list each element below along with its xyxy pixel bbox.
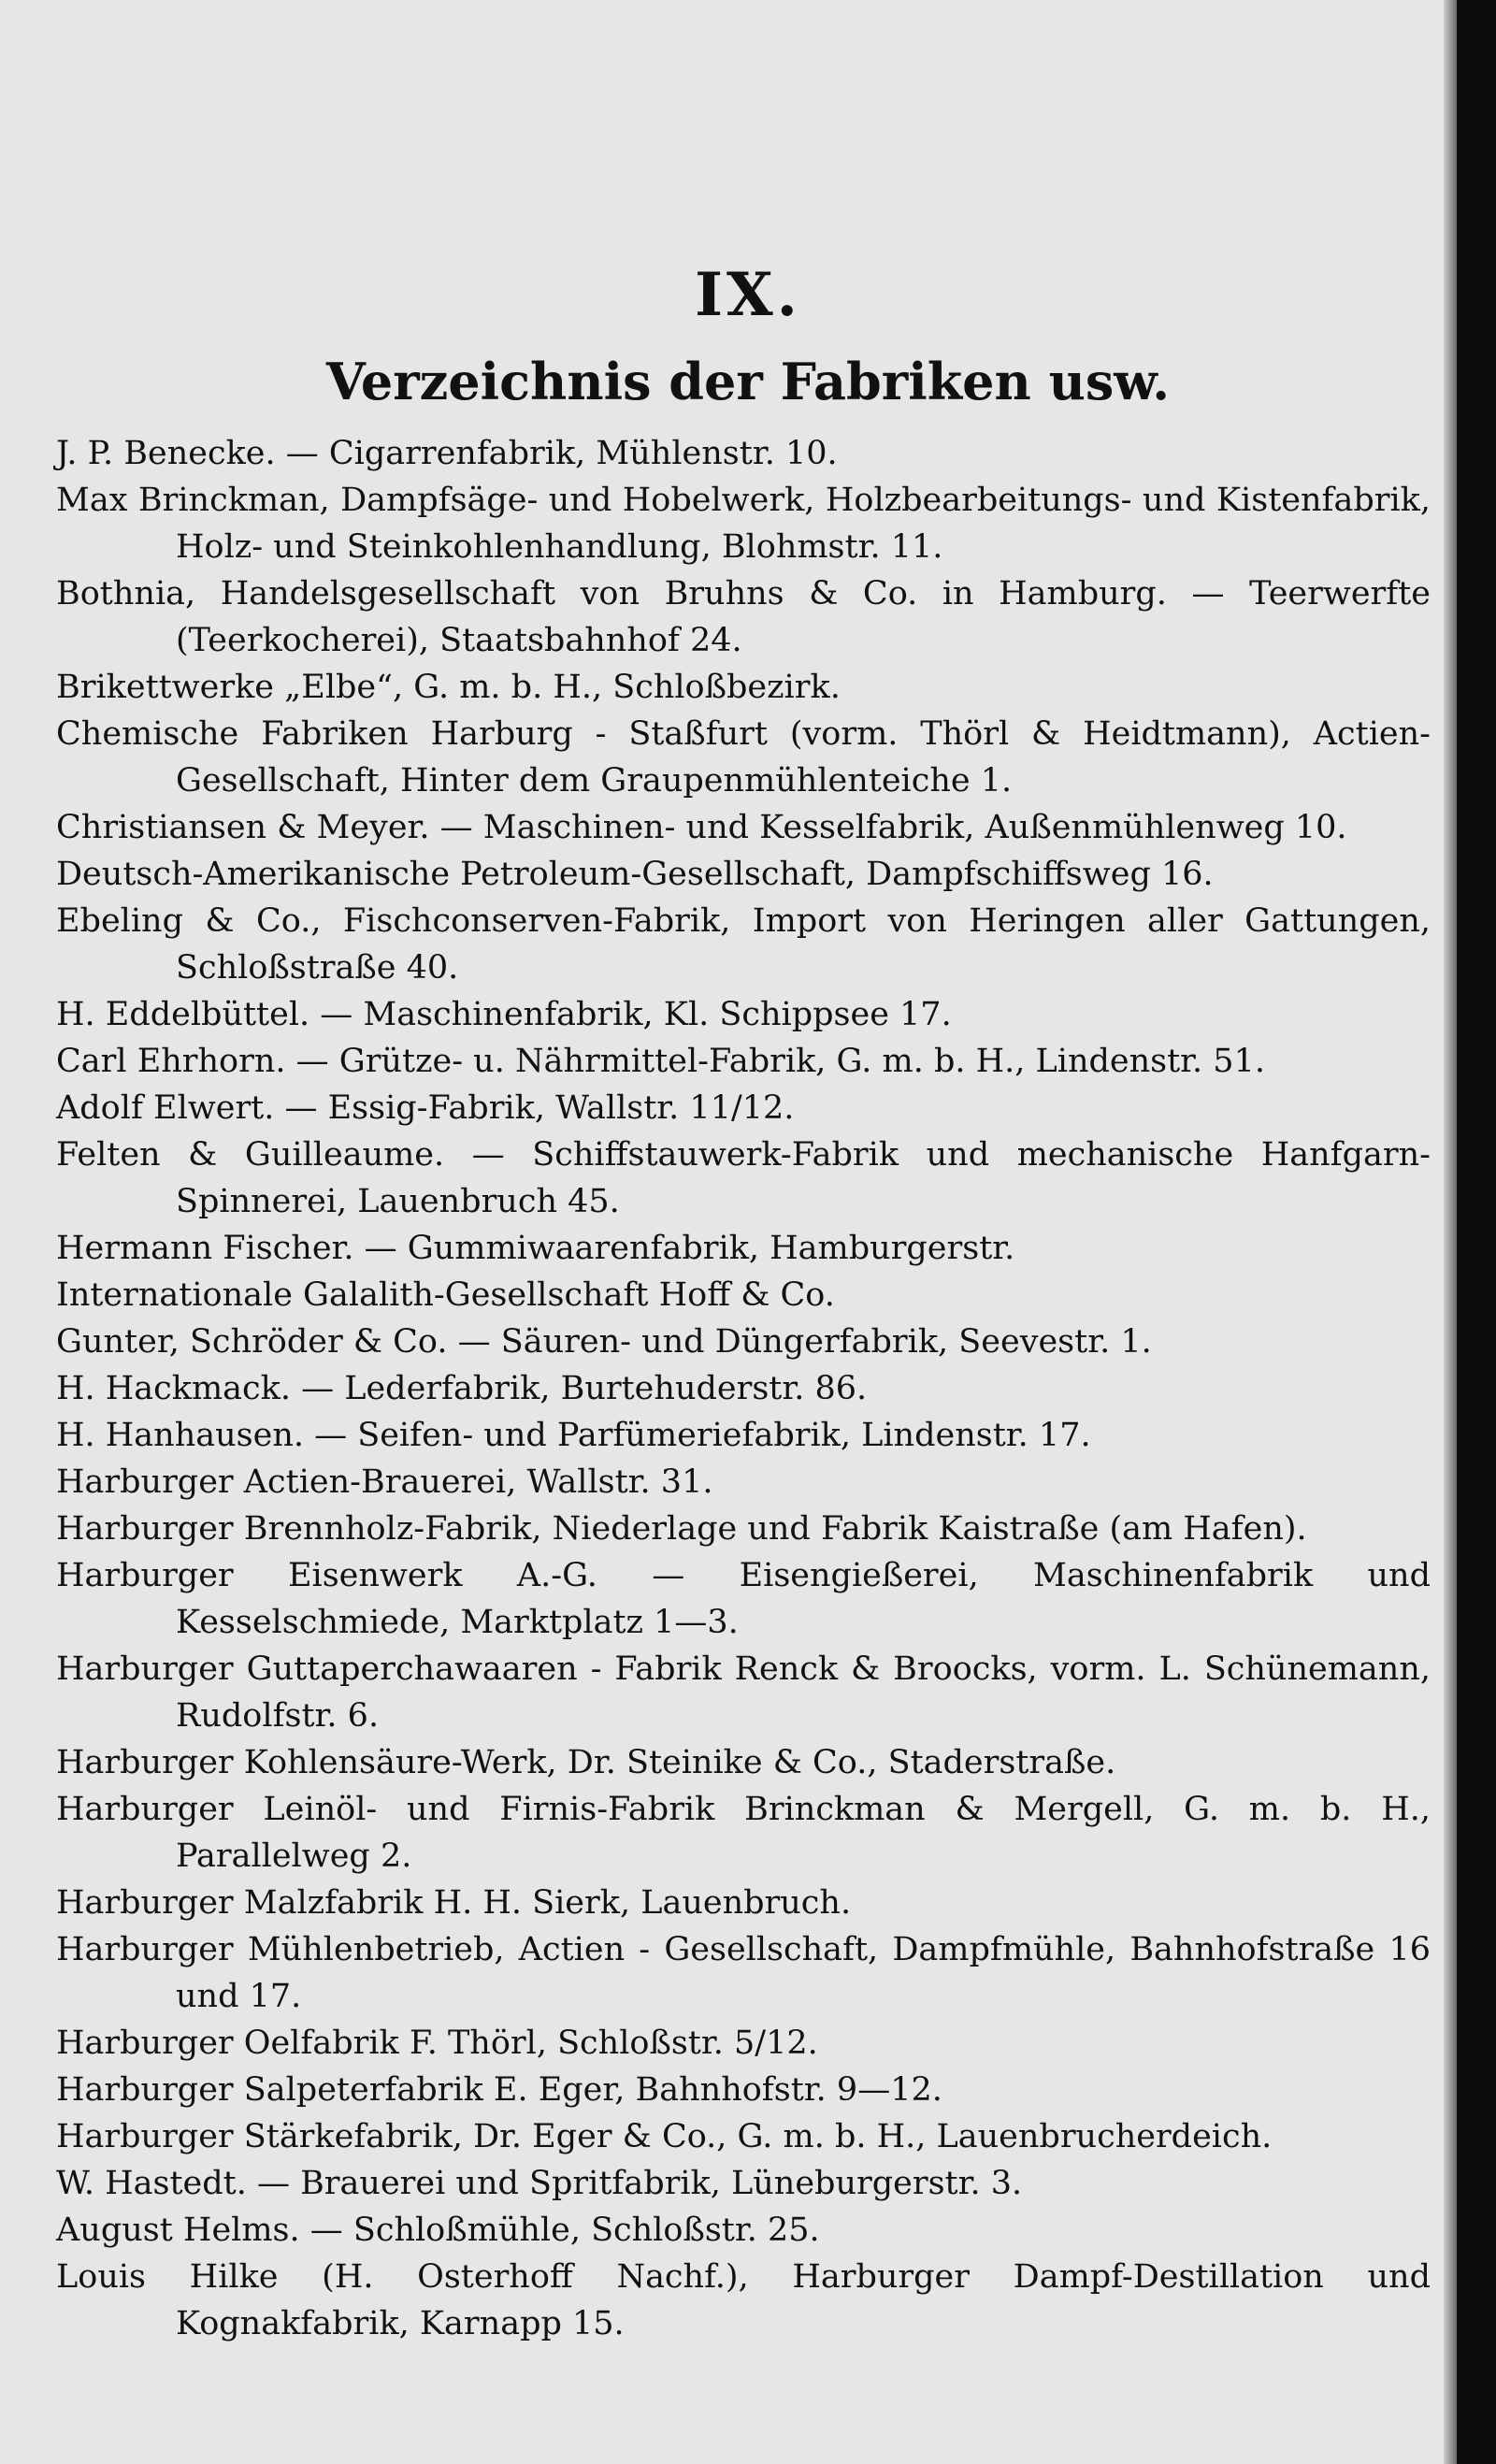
list-entry: Max Brinckman, Dampfsäge- und Hobelwerk, Holzbearbeitungs- und Kistenfabrik, Holz- und Steinkohlenhandlung, Blohmstr. 11. — [56, 482, 1431, 566]
list-entry: Harburger Salpeterfabrik E. Eger, Bahnhofstr. 9—12. — [56, 2071, 942, 2109]
list-entry: Ebeling & Co., Fischconserven-Fabrik, Import von Heringen aller Gattungen, Schloßstraße 40. — [56, 902, 1431, 987]
list-entry: Harburger Guttaperchawaaren - Fabrik Renck & Broocks, vorm. L. Schünemann, Rudolfstr. 6. — [56, 1650, 1431, 1735]
list-entry: Brikettwerke „Elbe“, G. m. b. H., Schloßbezirk. — [56, 669, 841, 706]
list-entry: Carl Ehrhorn. — Grütze- u. Nährmittel-Fabrik, G. m. b. H., Lindenstr. 51. — [56, 1043, 1265, 1080]
list-entry: Bothnia, Handelsgesellschaft von Bruhns & Co. in Hamburg. — Teerwerfte (Teerkocherei), Staatsbahnhof 24. — [56, 575, 1431, 659]
factory-list — [56, 430, 1431, 2347]
list-entry: Chemische Fabriken Harburg - Staßfurt (vorm. Thörl & Heidtmann), Actien-Gesellschaft, Hinter dem Graupenmühlenteiche 1. — [56, 715, 1431, 800]
list-entry: H. Hanhausen. — Seifen- und Parfümeriefabrik, Lindenstr. 17. — [56, 1417, 1091, 1454]
list-entry: Felten & Guilleaume. — Schiffstauwerk-Fabrik und mechanische Hanfgarn-Spinnerei, Lauenbruch 45. — [56, 1136, 1431, 1220]
list-entry: Harburger Eisenwerk A.-G. — Eisengießerei, Maschinenfabrik und Kesselschmiede, Marktplatz 1—3. — [56, 1557, 1431, 1641]
list-entry: Harburger Mühlenbetrieb, Actien - Gesellschaft, Dampfmühle, Bahnhofstraße 16 und 17. — [56, 1931, 1431, 2015]
list-entry: Deutsch-Amerikanische Petroleum-Gesellschaft, Dampfschiffsweg 16. — [56, 856, 1214, 893]
chapter-number: IX. — [695, 260, 801, 330]
list-entry: H. Eddelbüttel. — Maschinenfabrik, Kl. Schippsee 17. — [56, 996, 952, 1033]
chapter-title: Verzeichnis der Fabriken usw. — [325, 352, 1171, 411]
list-entry: H. Hackmack. — Lederfabrik, Burtehuderstr. 86. — [56, 1370, 868, 1407]
list-entry: August Helms. — Schloßmühle, Schloßstr. 25. — [56, 2212, 820, 2249]
list-entry: W. Hastedt. — Brauerei und Spritfabrik, Lüneburgerstr. 3. — [56, 2165, 1023, 2202]
list-entry: Gunter, Schröder & Co. — Säuren- und Düngerfabrik, Seevestr. 1. — [56, 1323, 1152, 1361]
list-entry: Adolf Elwert. — Essig-Fabrik, Wallstr. 11/12. — [56, 1089, 795, 1127]
list-entry: Louis Hilke (H. Osterhoff Nachf.), Harburger Dampf-Destillation und Kognakfabrik, Karnapp 15. — [56, 2258, 1431, 2342]
list-entry: Harburger Malzfabrik H. H. Sierk, Lauenbruch. — [56, 1884, 852, 1922]
list-entry: Harburger Oelfabrik F. Thörl, Schloßstr. 5/12. — [56, 2025, 818, 2062]
list-entry: J. P. Benecke. — Cigarrenfabrik, Mühlenstr. 10. — [56, 435, 838, 472]
list-entry: Christiansen & Meyer. — Maschinen- und Kesselfabrik, Außenmühlenweg 10. — [56, 809, 1347, 846]
list-entry: Harburger Kohlensäure-Werk, Dr. Steinike & Co., Staderstraße. — [56, 1744, 1116, 1781]
list-entry: Internationale Galalith-Gesellschaft Hoff & Co. — [56, 1276, 835, 1314]
list-entry: Harburger Brennholz-Fabrik, Niederlage und Fabrik Kaistraße (am Hafen). — [56, 1510, 1307, 1548]
list-entry: Harburger Leinöl- und Firnis-Fabrik Brinckman & Mergell, G. m. b. H., Parallelweg 2. — [56, 1791, 1431, 1875]
list-entry: Harburger Stärkefabrik, Dr. Eger & Co., G. m. b. H., Lauenbrucherdeich. — [56, 2118, 1273, 2155]
list-entry: Harburger Actien-Brauerei, Wallstr. 31. — [56, 1463, 713, 1501]
list-entry: Hermann Fischer. — Gummiwaarenfabrik, Hamburgerstr. — [56, 1230, 1015, 1267]
